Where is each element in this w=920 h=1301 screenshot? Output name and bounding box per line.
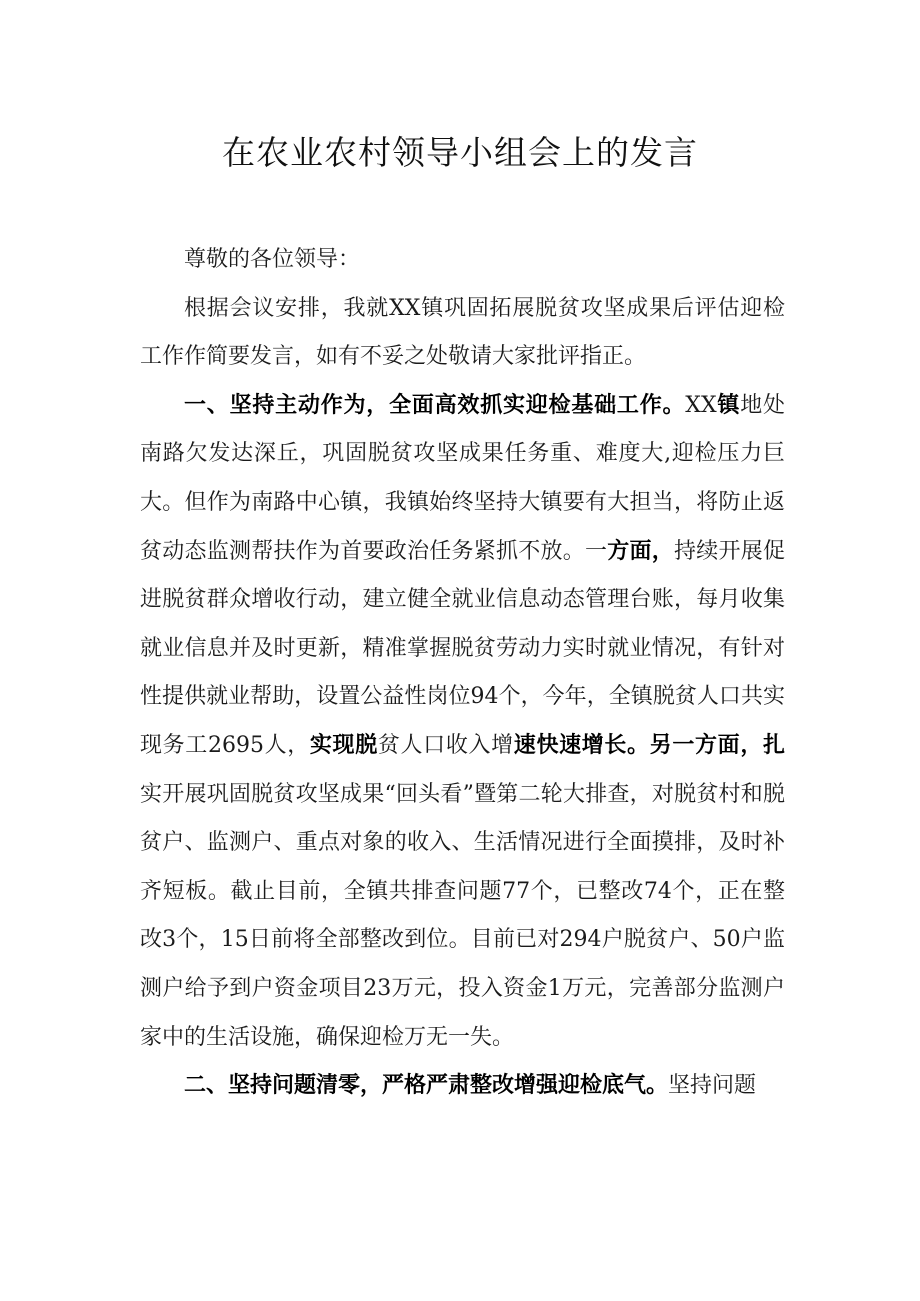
section-1-text-1: XX	[685, 392, 717, 418]
document-body	[140, 236, 785, 1111]
section-1-bold-4: 速快速增长。另一方面，扎	[513, 732, 785, 758]
section-1-bold-2: 方面，	[607, 538, 674, 564]
section-1-bold-1: 镇	[716, 392, 741, 418]
section-2-text-1: 坚持问题	[668, 1073, 757, 1099]
section-2-heading: 二、坚持问题清零，严格严肃整改增强迎检底气。	[184, 1073, 669, 1099]
section-1-text-3: 持续开展促进脱贫群众增收行动，建立健全就业信息动态管理台账，每月收集就业信息并及时更新，精准掌握脱贫劳动力实时就业情况，有针对性提供就业帮助，设置公益性岗位94个，今年，全镇脱贫人口共实现务工2695人，	[140, 538, 785, 758]
intro-paragraph: 根据会议安排，我就XX镇巩固拓展脱贫攻坚成果后评估迎检工作作简要发言，如有不妥之处敬请大家批评指正。	[140, 295, 785, 370]
section-1-paragraph	[140, 382, 785, 1062]
section-1-text-2: 地处南路欠发达深丘，巩固脱贫攻坚成果任务重、难度大,迎检压力巨大。但作为南路中心镇，我镇始终坚持大镇要有大担当，将防止返贫动态监测帮扶作为首要政治任务紧抓不放。一	[140, 392, 785, 564]
section-1-text-5: 实开展巩固脱贫攻坚成果“回头看”暨第二轮大排查，对脱贫村和脱贫户、监测户、重点对象的收入、生活情况进行全面摸排，及时补齐短板。截止目前，全镇共排查问题77个，已整改74个，正在整改3个，15日前将全部整改到位。目前已对294户脱贫户、50户监测户给予到户资金项目23万元，投入资金1万元，完善部分监测户家中的生活设施，确保迎检万无一失。	[140, 781, 785, 1050]
section-1-bold-3: 实现脱	[309, 732, 378, 758]
section-2-paragraph	[140, 1062, 785, 1111]
section-1-text-4: 贫人口收入增	[377, 732, 514, 758]
document-title: 在农业农村领导小组会上的发言	[222, 133, 698, 172]
salutation-paragraph: 尊敬的各位领导：	[184, 247, 361, 272]
section-1-heading: 一、坚持主动作为，全面高效抓实迎检基础工作。	[184, 392, 686, 418]
